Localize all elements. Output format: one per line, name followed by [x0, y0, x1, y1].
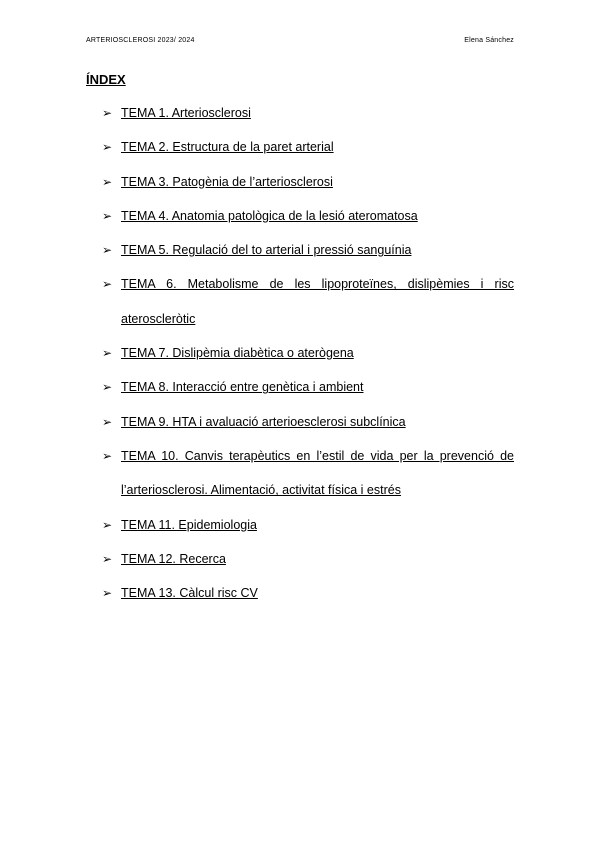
arrow-bullet-icon: ➢: [102, 106, 113, 120]
toc-item: [102, 439, 514, 508]
toc-item: [102, 233, 514, 267]
toc-item: [102, 405, 514, 439]
toc-item: [102, 576, 514, 610]
arrow-bullet-icon: ➢: [102, 243, 113, 258]
toc-link[interactable]: TEMA 1. Arteriosclerosi: [121, 106, 251, 120]
arrow-bullet-icon: ➢: [102, 346, 113, 361]
arrow-bullet-icon: ➢: [102, 380, 113, 395]
toc-item: [102, 336, 514, 370]
arrow-bullet-icon: ➢: [102, 174, 113, 189]
toc-link[interactable]: TEMA 4. Anatomia patològica de la lesió ateromatosa: [121, 208, 418, 223]
toc-link[interactable]: TEMA 8. Interacció entre genètica i ambient: [121, 380, 364, 395]
toc-link[interactable]: TEMA 6. Metabolisme de les lipoproteïnes, dislipèmies i risc ateroscleròtic: [121, 277, 514, 326]
toc-link[interactable]: TEMA 5. Regulació del to arterial i pressió sanguínia: [121, 243, 412, 258]
index-title: ÍNDEX: [86, 72, 126, 87]
toc-item: [102, 199, 514, 233]
header-author: Elena Sánchez: [464, 37, 514, 44]
header-course: ARTERIOSCLEROSI 2023/ 2024: [86, 37, 195, 44]
toc-link[interactable]: TEMA 10. Canvis terapèutics en l’estil de vida per la prevenció de l’arteriosclerosi. Alimentació, activitat física i estrés: [121, 448, 514, 498]
arrow-bullet-icon: ➢: [102, 140, 113, 155]
toc-link[interactable]: TEMA 9. HTA i avaluació arterioesclerosi subclínica: [121, 414, 406, 429]
arrow-bullet-icon: ➢: [102, 208, 113, 223]
arrow-bullet-icon: ➢: [102, 448, 113, 463]
toc-item: [102, 542, 514, 576]
toc-item: [102, 508, 514, 542]
arrow-bullet-icon: ➢: [102, 586, 113, 601]
toc-item: [102, 130, 514, 164]
toc-item: [102, 267, 514, 336]
arrow-bullet-icon: ➢: [102, 277, 113, 292]
arrow-bullet-icon: ➢: [102, 414, 113, 429]
toc-link[interactable]: TEMA 11. Epidemiologia: [121, 517, 257, 532]
page-header: [86, 37, 514, 44]
toc-link[interactable]: TEMA 13. Càlcul risc CV: [121, 586, 258, 601]
toc-item: [102, 96, 514, 130]
toc-link[interactable]: TEMA 2. Estructura de la paret arterial: [121, 140, 334, 155]
toc-item: [102, 165, 514, 199]
toc-link[interactable]: TEMA 7. Dislipèmia diabètica o aterògena: [121, 346, 354, 361]
toc-link[interactable]: TEMA 12. Recerca: [121, 551, 226, 566]
toc-item: [102, 370, 514, 404]
table-of-contents: [102, 96, 514, 610]
arrow-bullet-icon: ➢: [102, 551, 113, 566]
arrow-bullet-icon: ➢: [102, 517, 113, 532]
toc-link[interactable]: TEMA 3. Patogènia de l’arteriosclerosi: [121, 174, 333, 189]
